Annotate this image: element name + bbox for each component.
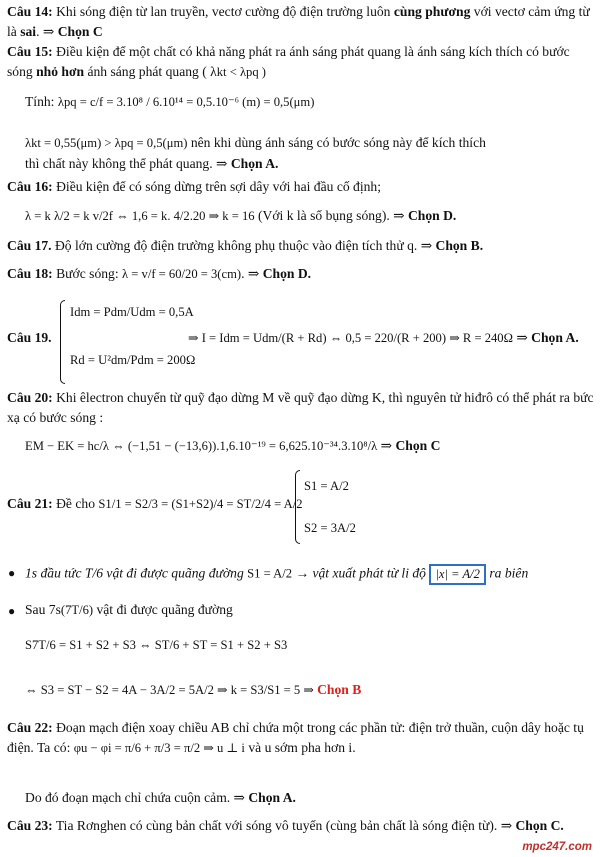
- answer-14: Chọn C: [57, 24, 103, 39]
- q19-calc: ⇒ I = Idm = Udm/(R + Rd) ⇔ 0,5 = 220/(R + 200) ⇒ R = 240Ω ⇒ Chọn A.: [188, 330, 579, 345]
- q19-row2: Rd = U²dm/Pdm = 200Ω: [70, 353, 196, 367]
- q16-calc: λ = k λ/2 = k v/2f ⇔ 1,6 = k. 4/2.20 ⇒ k = 16 (Với k là số bụng sóng). ⇒ Chọn D.: [25, 208, 457, 223]
- answer-18: Chọn D.: [262, 266, 312, 281]
- q21-bullet1: 1s đầu tức T/6 vật đi được quãng đường S1 = A/2 → vật xuất phát từ li độ |x| = A/2 ra biên: [25, 564, 528, 585]
- q22-conclusion: Do đó đoạn mạch chỉ chứa cuộn cảm. ⇒ Chọn A.: [25, 790, 296, 805]
- q21-brace: [295, 470, 300, 544]
- q21-bullet2: Sau 7s(7T/6) vật đi được quãng đường: [25, 602, 233, 617]
- question-15: Câu 15: Điều kiện để một chất có khả năng phát ra ánh sáng phát quang là ánh sáng kích thích có bước sóng nhỏ hơn ánh sáng phát quang ( λkt < λpq ): [7, 44, 570, 79]
- q19-row1: Idm = Pdm/Udm = 0,5A: [70, 305, 194, 319]
- answer-21: Chọn B: [317, 682, 362, 697]
- question-21: Câu 21: Đề cho S1/1 = S2/3 = (S1+S2)/4 = ST/2/4 = A/2: [7, 496, 303, 511]
- bullet-icon: ●: [8, 566, 16, 580]
- bullet-icon: ●: [8, 604, 16, 618]
- q15-calc: Tính: λpq = c/f = 3.10⁸ / 6.10¹⁴ = 0,5.10⁻⁶ (m) = 0,5(μm): [25, 94, 315, 109]
- q21-s2: S2 = 3A/2: [304, 521, 356, 535]
- q21-line2: ⇔ S3 = ST − S2 = 4A − 3A/2 = 5A/2 ⇒ k = S3/S1 = 5 ⇒ Chọn B: [25, 682, 362, 697]
- highlighted-box: |x| = A/2: [429, 564, 486, 585]
- q15-compare: λkt = 0,55(μm) > λpq = 0,5(μm) nên khi dùng ánh sáng có bước sóng này để kích thích: [25, 135, 486, 150]
- question-20: Câu 20: Khi êlectron chuyển từ quỹ đạo dừng M về quỹ đạo dừng K, thì nguyên tử hiđrô có thể phát ra bức xạ có bước sóng :: [7, 390, 594, 425]
- question-18: Câu 18: Bước sóng: λ = v/f = 60/20 = 3(cm). ⇒ Chọn D.: [7, 266, 312, 281]
- q20-calc: EM − EK = hc/λ ⇔ (−1,51 − (−13,6)).1,6.10⁻¹⁹ = 6,625.10⁻³⁴.3.10⁸/λ ⇒ Chọn C: [25, 438, 441, 453]
- answer-17: Chọn B.: [435, 238, 484, 253]
- answer-23: Chọn C.: [515, 818, 564, 833]
- answer-22: Chọn A.: [248, 790, 296, 805]
- watermark-footer: mpc247.com: [522, 841, 592, 853]
- question-22: Câu 22: Đoạn mạch điện xoay chiều AB chỉ chứa một trong các phần tử: điện trở thuần, cuộn dây hoặc tụ điện. Ta có: φu − φi = π/6 + π/3 = π/2 ⇒ u ⊥ i và u sớm pha hơn i.: [7, 720, 584, 755]
- q15-conclusion: thì chất này không thể phát quang. ⇒ Chọn A.: [25, 156, 279, 171]
- answer-16: Chọn D.: [407, 208, 457, 223]
- answer-20: Chọn C: [395, 438, 441, 453]
- question-14: Câu 14: Khi sóng điện từ lan truyền, vectơ cường độ điện trường luôn cùng phương với vectơ cảm ứng từ là sai. ⇒ Chọn C: [7, 4, 590, 39]
- question-16: Câu 16: Điều kiện để có sóng dừng trên sợi dây với hai đầu cố định;: [7, 179, 382, 194]
- question-19-label: Câu 19.: [7, 330, 52, 345]
- question-23: Câu 23: Tia Rơnghen có cùng bản chất với sóng vô tuyến (cùng bản chất là sóng điện từ). ⇒ Chọn C.: [7, 818, 564, 833]
- q21-s1: S1 = A/2: [304, 479, 349, 493]
- system-brace: [60, 300, 65, 384]
- answer-19: Chọn A.: [531, 330, 579, 345]
- question-17: Câu 17. Độ lớn cường độ điện trường không phụ thuộc vào điện tích thử q. ⇒ Chọn B.: [7, 238, 484, 253]
- answer-15: Chọn A.: [230, 156, 279, 171]
- q21-line1: S7T/6 = S1 + S2 + S3 ⇔ ST/6 + ST = S1 + S2 + S3: [25, 638, 288, 652]
